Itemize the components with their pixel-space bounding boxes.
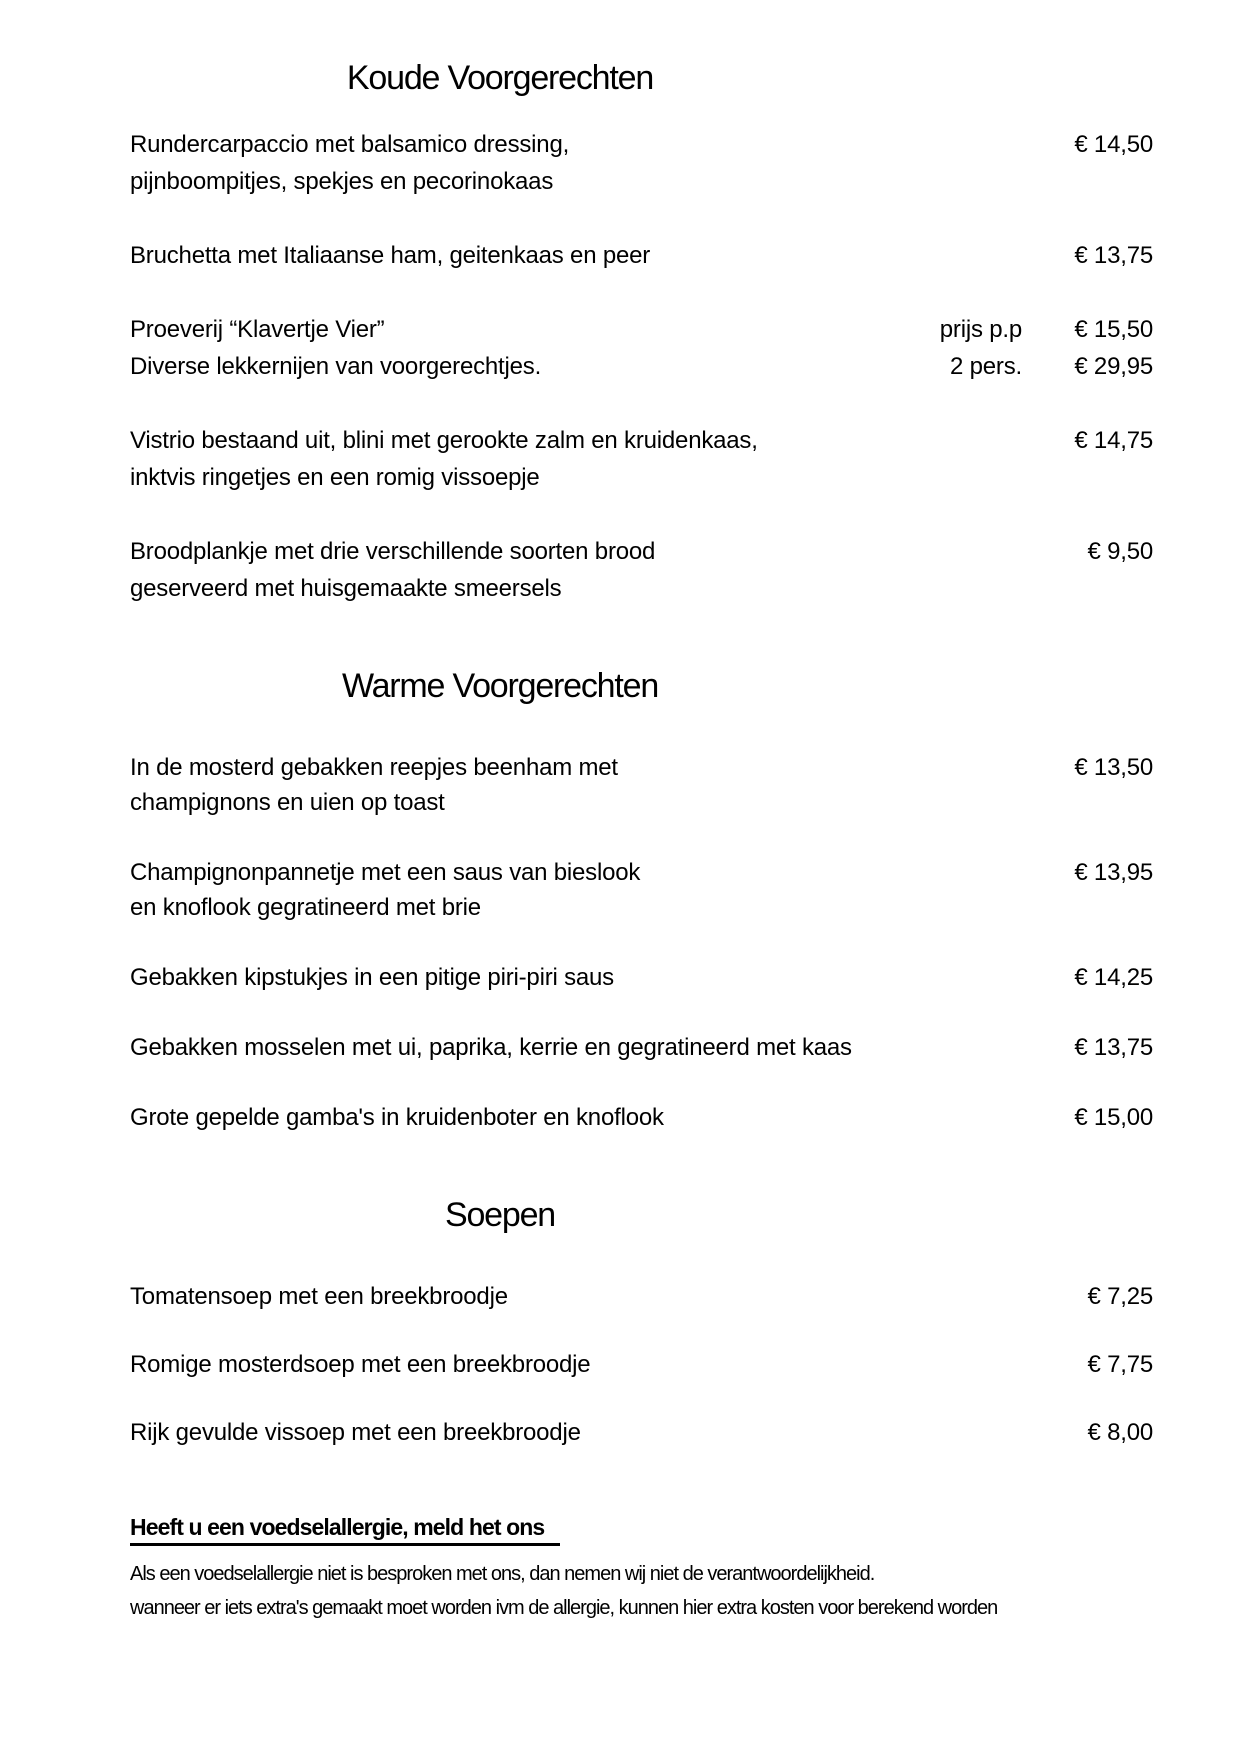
menu-item-description: Broodplankje met drie verschillende soorten brood [130,538,656,565]
allergy-heading-text: Heeft u een voedselallergie, meld het ons [130,1512,560,1546]
menu-item [130,237,1153,274]
menu-item [130,1415,1153,1450]
price: € 13,95 [1074,859,1153,886]
menu-item-description: inktvis ringetjes en een romig vissoepje [130,464,540,491]
allergy-notes [130,1557,1153,1625]
menu-item-description: Tomatensoep met een breekbroodje [130,1283,508,1310]
section-items [130,126,1153,644]
menu-item-description: Rijk gevulde vissoep met een breekbroodje [130,1419,581,1446]
menu-item-line [130,785,1153,820]
menu-item-line [130,533,1153,570]
price: € 9,50 [1087,538,1153,565]
price: € 7,75 [1087,1351,1153,1378]
menu-item-line [130,1100,1153,1135]
section-title: Koude Voorgerechten [346,59,654,97]
price-qualifier: 2 pers. [950,353,1022,380]
section-items [130,750,1153,1170]
menu-item-line [130,1279,1153,1314]
menu-item-line [130,855,1153,890]
price: € 14,25 [1074,964,1153,991]
menu-item-line [130,1347,1153,1382]
price: € 15,50 [1074,316,1153,343]
menu-item-line [130,890,1153,925]
menu-item-line [130,570,1153,607]
menu-item-description: In de mosterd gebakken reepjes beenham met [130,754,618,781]
menu-item [130,1279,1153,1314]
price: € 14,50 [1074,131,1153,158]
menu-item-description: en knoflook gegratineerd met brie [130,894,481,921]
menu-item-description: pijnboompitjes, spekjes en pecorinokaas [130,168,554,195]
section-title: Soepen [444,1196,556,1234]
price: € 29,95 [1074,353,1153,380]
menu-item [130,126,1153,200]
menu-item [130,533,1153,607]
menu-item-line [130,1415,1153,1450]
menu-item-description: Vistrio bestaand uit, blini met gerookte zalm en kruidenkaas, [130,427,758,454]
allergy-note-line2: wanneer er iets extra's gemaakt moet worden ivm de allergie, kunnen hier extra kosten voor berekend worden [130,1597,998,1619]
menu-item [130,1347,1153,1382]
menu-item-line [130,311,1153,348]
menu-item [130,855,1153,925]
menu-item-line [130,126,1153,163]
menu-item-line [130,750,1153,785]
menu-item-line [130,237,1153,274]
menu-item-line [130,422,1153,459]
menu-item-line [130,1030,1153,1065]
allergy-heading [130,1512,1153,1546]
menu-item-line [130,960,1153,995]
menu-item-description: Grote gepelde gamba's in kruidenboter en knoflook [130,1104,664,1131]
menu-item-description: Diverse lekkernijen van voorgerechtjes. [130,353,542,380]
menu-item [130,750,1153,820]
price-qualifier: prijs p.p [939,316,1022,343]
menu-item-line [130,459,1153,496]
menu-item-description: Gebakken mosselen met ui, paprika, kerrie en gegratineerd met kaas [130,1034,852,1061]
menu-item-description: Champignonpannetje met een saus van bieslook [130,859,641,886]
price: € 7,25 [1087,1283,1153,1310]
menu-item [130,1030,1153,1065]
section-items [130,1279,1153,1483]
menu-item-description: Rundercarpaccio met balsamico dressing, [130,131,570,158]
menu-item-description: geserveerd met huisgemaakte smeersels [130,575,562,602]
price: € 13,75 [1074,1034,1153,1061]
price: € 14,75 [1074,427,1153,454]
menu-item-description: Romige mosterdsoep met een breekbroodje [130,1351,591,1378]
menu-item-description: Proeverij “Klavertje Vier” [130,316,385,343]
price: € 13,75 [1074,242,1153,269]
price: € 8,00 [1087,1419,1153,1446]
menu-item [130,311,1153,385]
menu-item-description: Gebakken kipstukjes in een pitige piri-piri saus [130,964,614,991]
allergy-note-line1: Als een voedselallergie niet is besproken met ons, dan nemen wij niet de verantwoordelijkheid. [130,1563,875,1585]
section-title: Warme Voorgerechten [341,667,659,705]
menu-item-line [130,348,1153,385]
menu-item [130,1100,1153,1135]
menu-item-description: champignons en uien op toast [130,789,445,816]
menu-item [130,422,1153,496]
price: € 15,00 [1074,1104,1153,1131]
allergy-notice [130,1512,1153,1625]
menu-item-line [130,163,1153,200]
menu-item [130,960,1153,995]
menu-item-description: Bruchetta met Italiaanse ham, geitenkaas en peer [130,242,651,269]
price: € 13,50 [1074,754,1153,781]
